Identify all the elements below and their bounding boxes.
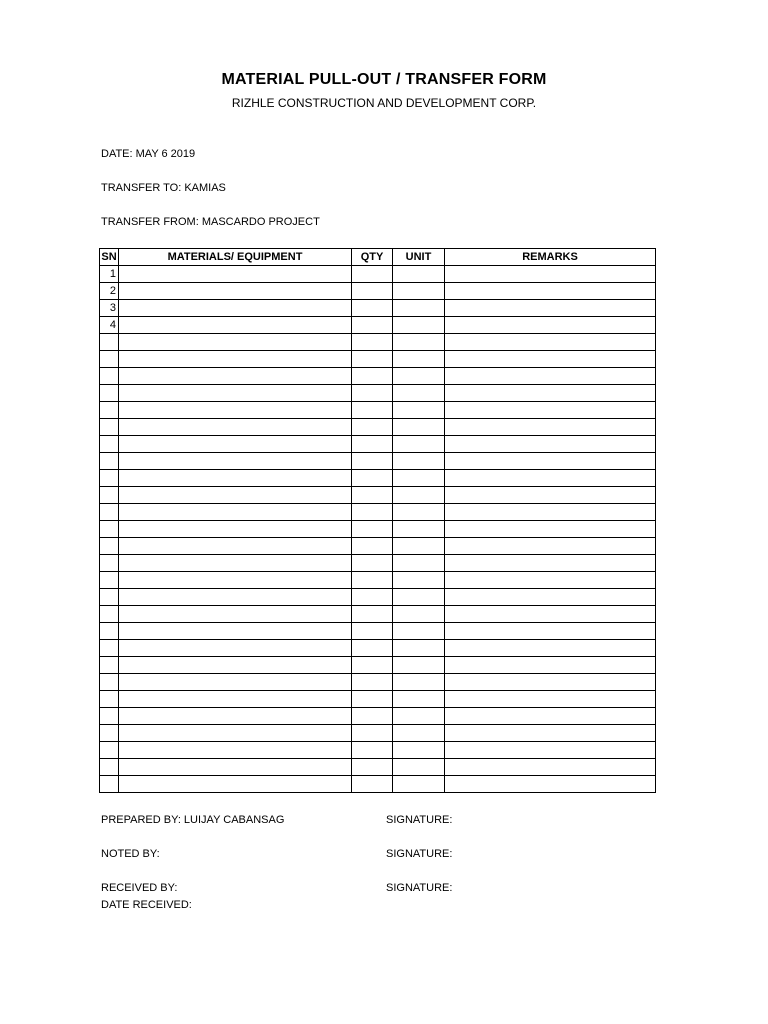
qty-cell [352,538,393,555]
unit-cell [393,657,445,674]
table-body [100,266,656,793]
table-row [100,691,656,708]
remarks-cell [445,504,656,521]
materials-cell [119,504,352,521]
unit-cell [393,623,445,640]
qty-cell [352,385,393,402]
qty-cell [352,453,393,470]
column-header-materials: MATERIALS/ EQUIPMENT [119,249,352,266]
qty-cell [352,674,393,691]
signature-label-received: SIGNATURE: [386,882,453,894]
unit-cell [393,334,445,351]
remarks-cell [445,776,656,793]
table-row [100,606,656,623]
sn-cell: 2 [100,283,119,300]
table-row [100,504,656,521]
materials-cell [119,776,352,793]
unit-cell [393,470,445,487]
unit-cell [393,776,445,793]
unit-cell [393,572,445,589]
column-header-remarks: REMARKS [445,249,656,266]
table-row [100,776,656,793]
form-title: MATERIAL PULL-OUT / TRANSFER FORM [221,71,547,88]
sn-cell [100,368,119,385]
sn-cell [100,402,119,419]
materials-cell [119,300,352,317]
sn-cell [100,436,119,453]
unit-cell [393,351,445,368]
materials-cell [119,266,352,283]
sn-cell: 1 [100,266,119,283]
qty-cell [352,402,393,419]
materials-cell [119,385,352,402]
table-row [100,368,656,385]
remarks-cell [445,453,656,470]
sn-cell [100,453,119,470]
qty-cell [352,623,393,640]
qty-cell [352,640,393,657]
qty-cell [352,725,393,742]
materials-cell [119,419,352,436]
materials-cell [119,623,352,640]
unit-cell [393,759,445,776]
table-row [100,385,656,402]
sn-cell [100,487,119,504]
materials-cell [119,657,352,674]
table-row [100,266,656,283]
column-header-sn: SN [100,249,119,266]
table-row [100,351,656,368]
qty-cell [352,657,393,674]
sn-cell [100,708,119,725]
sn-cell [100,725,119,742]
materials-cell [119,589,352,606]
unit-cell [393,266,445,283]
unit-cell [393,555,445,572]
materials-cell [119,453,352,470]
table-row [100,538,656,555]
qty-cell [352,436,393,453]
sn-cell [100,504,119,521]
materials-cell [119,555,352,572]
unit-cell [393,742,445,759]
remarks-cell [445,470,656,487]
remarks-cell [445,589,656,606]
table-row [100,674,656,691]
remarks-cell [445,351,656,368]
materials-cell [119,334,352,351]
materials-cell [119,572,352,589]
table-row [100,470,656,487]
sn-cell [100,606,119,623]
qty-cell [352,368,393,385]
sn-cell [100,419,119,436]
qty-cell [352,317,393,334]
qty-cell [352,521,393,538]
signature-label-prepared: SIGNATURE: [386,814,453,826]
table-row [100,589,656,606]
sn-cell [100,640,119,657]
materials-cell [119,742,352,759]
qty-cell [352,776,393,793]
sn-cell [100,589,119,606]
remarks-cell [445,606,656,623]
table-row [100,487,656,504]
sn-cell [100,572,119,589]
unit-cell [393,453,445,470]
unit-cell [393,487,445,504]
sn-cell [100,538,119,555]
qty-cell [352,487,393,504]
table-row [100,555,656,572]
materials-cell [119,487,352,504]
unit-cell [393,402,445,419]
table-row [100,742,656,759]
sn-cell [100,334,119,351]
unit-cell [393,708,445,725]
unit-cell [393,385,445,402]
received-by-field: RECEIVED BY: [101,882,178,894]
unit-cell [393,283,445,300]
table-row [100,725,656,742]
remarks-cell [445,555,656,572]
remarks-cell [445,419,656,436]
table-row [100,640,656,657]
date-received-field: DATE RECEIVED: [101,899,192,911]
date-field: DATE: MAY 6 2019 [101,148,196,160]
unit-cell [393,606,445,623]
unit-cell [393,538,445,555]
prepared-by-field: PREPARED BY: LUIJAY CABANSAG [101,814,285,826]
unit-cell [393,504,445,521]
remarks-cell [445,572,656,589]
materials-cell [119,470,352,487]
materials-cell [119,368,352,385]
unit-cell [393,419,445,436]
materials-table [99,248,656,793]
table-row [100,334,656,351]
table-row [100,436,656,453]
remarks-cell [445,436,656,453]
remarks-cell [445,521,656,538]
materials-cell [119,674,352,691]
remarks-cell [445,334,656,351]
table-row [100,657,656,674]
sn-cell [100,776,119,793]
remarks-cell [445,657,656,674]
materials-cell [119,640,352,657]
sn-cell [100,521,119,538]
remarks-cell [445,674,656,691]
remarks-cell [445,623,656,640]
qty-cell [352,606,393,623]
table-row [100,453,656,470]
unit-cell [393,317,445,334]
remarks-cell [445,725,656,742]
materials-cell [119,708,352,725]
unit-cell [393,300,445,317]
qty-cell [352,708,393,725]
qty-cell [352,759,393,776]
column-header-unit: UNIT [393,249,445,266]
qty-cell [352,504,393,521]
sn-cell [100,555,119,572]
materials-cell [119,402,352,419]
unit-cell [393,521,445,538]
table-row [100,521,656,538]
sn-cell [100,623,119,640]
materials-cell [119,691,352,708]
remarks-cell [445,368,656,385]
qty-cell [352,470,393,487]
table-row [100,572,656,589]
remarks-cell [445,640,656,657]
materials-cell [119,759,352,776]
unit-cell [393,674,445,691]
column-header-qty: QTY [352,249,393,266]
sn-cell [100,657,119,674]
remarks-cell [445,538,656,555]
unit-cell [393,436,445,453]
remarks-cell [445,742,656,759]
table-row [100,402,656,419]
materials-cell [119,538,352,555]
company-name: RIZHLE CONSTRUCTION AND DEVELOPMENT CORP. [231,96,537,110]
qty-cell [352,742,393,759]
table-row [100,300,656,317]
qty-cell [352,266,393,283]
qty-cell [352,691,393,708]
materials-cell [119,436,352,453]
unit-cell [393,691,445,708]
remarks-cell [445,283,656,300]
unit-cell [393,368,445,385]
materials-cell [119,317,352,334]
remarks-cell [445,385,656,402]
materials-cell [119,521,352,538]
materials-cell [119,351,352,368]
table-header-row [100,249,656,266]
sn-cell [100,470,119,487]
qty-cell [352,283,393,300]
sn-cell [100,385,119,402]
remarks-cell [445,300,656,317]
qty-cell [352,589,393,606]
table-row [100,708,656,725]
table-row [100,419,656,436]
remarks-cell [445,402,656,419]
transfer-from-field: TRANSFER FROM: MASCARDO PROJECT [101,216,320,228]
remarks-cell [445,708,656,725]
unit-cell [393,725,445,742]
materials-cell [119,606,352,623]
sn-cell [100,691,119,708]
table-row [100,317,656,334]
signature-label-noted: SIGNATURE: [386,848,453,860]
sn-cell [100,674,119,691]
sn-cell: 3 [100,300,119,317]
qty-cell [352,419,393,436]
remarks-cell [445,487,656,504]
sn-cell: 4 [100,317,119,334]
qty-cell [352,351,393,368]
noted-by-field: NOTED BY: [101,848,160,860]
transfer-to-field: TRANSFER TO: KAMIAS [101,182,226,194]
qty-cell [352,334,393,351]
table-row [100,623,656,640]
remarks-cell [445,691,656,708]
sn-cell [100,742,119,759]
qty-cell [352,555,393,572]
unit-cell [393,589,445,606]
remarks-cell [445,266,656,283]
remarks-cell [445,759,656,776]
table-row [100,283,656,300]
unit-cell [393,640,445,657]
sn-cell [100,759,119,776]
table-row [100,759,656,776]
sn-cell [100,351,119,368]
materials-cell [119,725,352,742]
materials-cell [119,283,352,300]
qty-cell [352,572,393,589]
remarks-cell [445,317,656,334]
qty-cell [352,300,393,317]
